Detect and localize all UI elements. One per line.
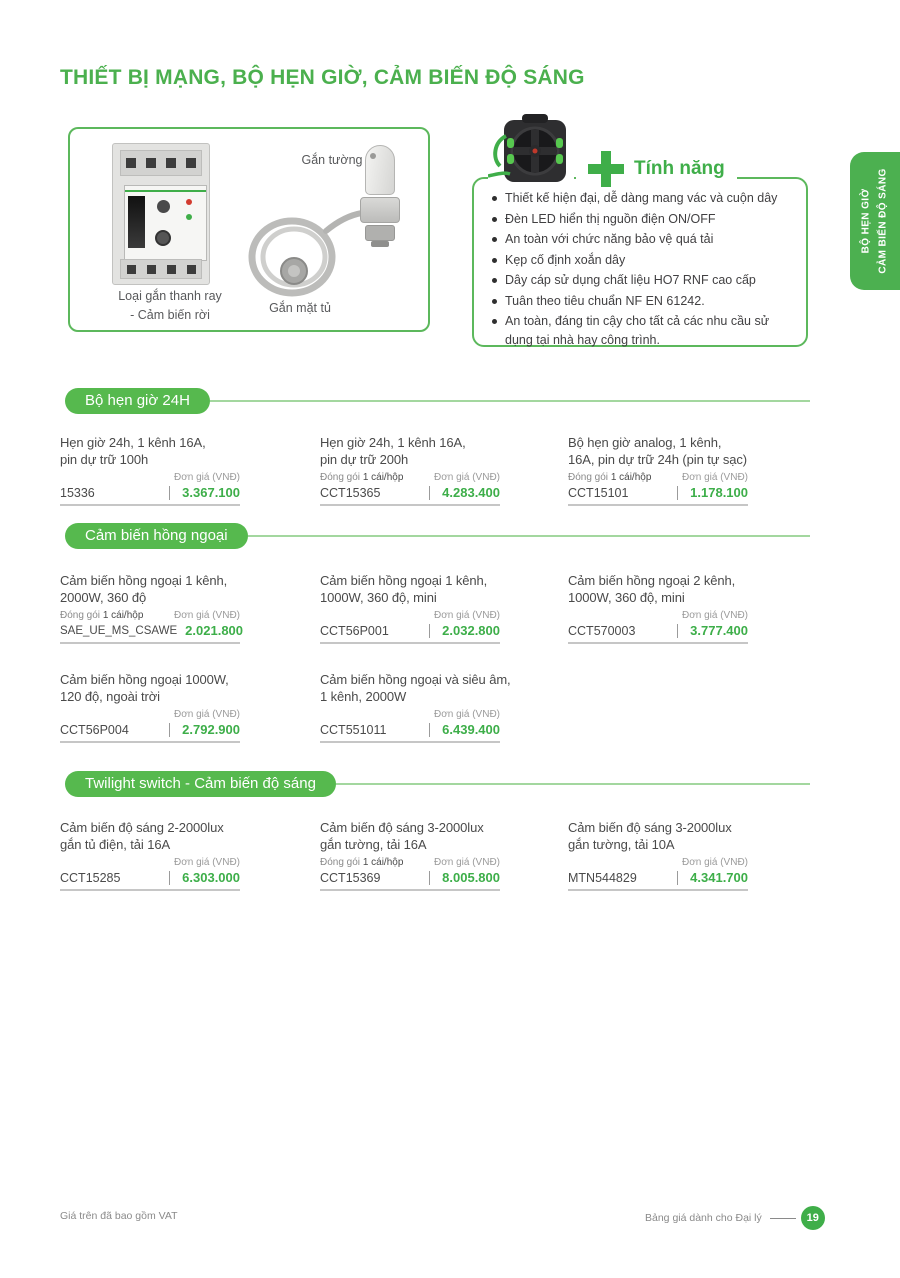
caption-wall-mount: Gắn tường xyxy=(301,153,363,167)
footer-dealer-note: Bảng giá dành cho Đại lý xyxy=(645,1212,762,1224)
product-cell: Hẹn giờ 24h, 1 kênh 16A, pin dự trữ 100h Đơn giá (VNĐ) 15336 3.367.100 xyxy=(60,435,240,506)
features-title: Tính năng xyxy=(634,158,725,179)
unit-price-label: Đơn giá (VNĐ) xyxy=(681,610,748,621)
product-code: CCT570003 xyxy=(568,623,636,638)
product-cell: Cảm biến độ sáng 3-2000lux gắn tường, tải 16A Đóng gói 1 cái/hộp Đơn giá (VNĐ) CCT15369 8.005.800 xyxy=(320,820,500,891)
device-dial xyxy=(155,230,171,246)
product-cell: Hẹn giờ 24h, 1 kênh 16A, pin dự trữ 200h Đóng gói 1 cái/hộp Đơn giá (VNĐ) CCT15365 4.283.400 xyxy=(320,435,500,506)
code-price-row xyxy=(60,870,240,891)
unit-price-label: Đơn giá (VNĐ) xyxy=(433,857,500,868)
code-price-row xyxy=(320,870,500,891)
features-header xyxy=(576,148,737,190)
packing-label: Đóng gói 1 cái/hộp xyxy=(320,472,404,483)
feature-item: An toàn với chức năng bảo vệ quá tải xyxy=(492,230,794,249)
unit-price-label: Đơn giá (VNĐ) xyxy=(681,472,748,483)
feature-item: Thiết kế hiện đại, dễ dàng mang vác và cuộn dây xyxy=(492,189,794,208)
side-tab-label: BỘ HẸN GIỜ CẢM BIẾN ĐỘ SÁNG xyxy=(860,168,888,274)
feature-item: Dây cáp sử dụng chất liệu HO7 RNF cao cấp xyxy=(492,271,794,290)
footer-dash-line xyxy=(770,1218,796,1219)
section-header-timer-24h xyxy=(65,388,810,414)
product-price: 4.283.400 xyxy=(442,485,500,500)
product-cell: Cảm biến hồng ngoại 2 kênh, 1000W, 360 độ, mini Đơn giá (VNĐ) CCT570003 3.777.400 xyxy=(568,573,748,644)
product-cell: Cảm biến hồng ngoại 1 kênh, 1000W, 360 độ, mini Đơn giá (VNĐ) CCT56P001 2.032.800 xyxy=(320,573,500,644)
section-pill: Cảm biến hồng ngoại xyxy=(65,523,248,549)
product-cell: Cảm biến hồng ngoại 1000W, 120 độ, ngoài trời Đơn giá (VNĐ) CCT56P004 2.792.900 xyxy=(60,672,240,743)
section-divider-line xyxy=(336,783,810,785)
product-code: CCT15365 xyxy=(320,485,381,500)
product-code: CCT15369 xyxy=(320,870,381,885)
product-price: 4.341.700 xyxy=(690,870,748,885)
product-code: CCT56P001 xyxy=(320,623,389,638)
product-price: 6.303.000 xyxy=(182,870,240,885)
product-cell: Cảm biến hồng ngoại 1 kênh, 2000W, 360 độ Đóng gói 1 cái/hộp Đơn giá (VNĐ) SAE_UE_MS_CSAWE 2.021.800 xyxy=(60,573,240,644)
side-tab-category xyxy=(850,152,900,290)
feature-item: Tuân theo tiêu chuẩn NF EN 61242. xyxy=(492,292,794,311)
section-header-motion-sensor xyxy=(65,523,810,549)
unit-price-label: Đơn giá (VNĐ) xyxy=(173,857,240,868)
device-front-panel xyxy=(124,185,207,261)
footer-right xyxy=(645,1206,825,1230)
din-rail-timer-image xyxy=(112,143,210,285)
product-cell: Cảm biến hồng ngoại và siêu âm, 1 kênh, 2000W Đơn giá (VNĐ) CCT551011 6.439.400 xyxy=(320,672,500,743)
section-pill: Bộ hẹn giờ 24H xyxy=(65,388,210,414)
product-code: MTN544829 xyxy=(568,870,637,885)
product-code: 15336 xyxy=(60,485,95,500)
plus-icon xyxy=(588,151,624,187)
packing-label: Đóng gói 1 cái/hộp xyxy=(320,857,404,868)
code-price-row xyxy=(568,623,748,644)
product-code: CCT15101 xyxy=(568,485,629,500)
device-display-window xyxy=(128,196,145,248)
section-divider-line xyxy=(248,535,810,537)
product-cell: Bộ hẹn giờ analog, 1 kênh, 16A, pin dự trữ 24h (pin tự sạc) Đóng gói 1 cái/hộp Đơn giá (VNĐ) CCT15101 1.178.100 xyxy=(568,435,748,506)
product-cell: Cảm biến độ sáng 3-2000lux gắn tường, tải 10A Đơn giá (VNĐ) MTN544829 4.341.700 xyxy=(568,820,748,891)
packing-label: Đóng gói 1 cái/hộp xyxy=(60,610,144,621)
section-pill: Twilight switch - Cảm biến độ sáng xyxy=(65,771,336,797)
feature-item: Đèn LED hiển thị nguồn điện ON/OFF xyxy=(492,210,794,229)
product-code: SAE_UE_MS_CSAWE xyxy=(60,624,178,637)
page-title: THIẾT BỊ MẠNG, BỘ HẸN GIỜ, CẢM BIẾN ĐỘ SÁNG xyxy=(60,66,585,89)
device-top-terminals xyxy=(120,150,202,176)
product-price: 2.021.800 xyxy=(185,623,244,638)
code-price-row xyxy=(320,485,500,506)
page-number-badge: 19 xyxy=(801,1206,825,1230)
red-led-icon xyxy=(186,199,192,205)
unit-price-label: Đơn giá (VNĐ) xyxy=(173,610,240,621)
unit-price-label: Đơn giá (VNĐ) xyxy=(681,857,748,868)
code-price-row xyxy=(60,623,244,644)
feature-item: Kẹp cố định xoắn dây xyxy=(492,251,794,270)
device-bottom-terminals xyxy=(120,259,202,279)
section-divider-line xyxy=(210,400,810,402)
caption-cabinet-mount: Gắn mặt tủ xyxy=(269,301,331,315)
unit-price-label: Đơn giá (VNĐ) xyxy=(433,610,500,621)
product-image-box xyxy=(68,127,430,332)
unit-price-label: Đơn giá (VNĐ) xyxy=(433,709,500,720)
code-price-row xyxy=(60,485,240,506)
product-code: CCT56P004 xyxy=(60,722,129,737)
unit-price-label: Đơn giá (VNĐ) xyxy=(433,472,500,483)
product-code: CCT15285 xyxy=(60,870,121,885)
cable-coil-sensor-image xyxy=(230,209,370,301)
green-led-icon xyxy=(186,214,192,220)
features-box xyxy=(472,177,808,347)
footer-vat-note: Giá trên đã bao gồm VAT xyxy=(60,1210,178,1222)
unit-price-label: Đơn giá (VNĐ) xyxy=(173,472,240,483)
code-price-row xyxy=(320,623,500,644)
product-price: 6.439.400 xyxy=(442,722,500,737)
product-price: 3.367.100 xyxy=(182,485,240,500)
feature-item: An toàn, đáng tin cậy cho tất cả các nhu cầu sử dụng tại nhà hay công trình. xyxy=(492,312,794,349)
cable-reel-image xyxy=(488,114,574,190)
code-price-row xyxy=(60,722,240,743)
product-code: CCT551011 xyxy=(320,722,387,737)
wall-sensor-image xyxy=(358,145,402,247)
device-knob xyxy=(157,200,170,213)
caption-din-rail: Loại gắn thanh ray - Cảm biến rời xyxy=(118,289,222,322)
product-price: 8.005.800 xyxy=(442,870,500,885)
product-price: 3.777.400 xyxy=(690,623,748,638)
code-price-row xyxy=(568,870,748,891)
packing-label: Đóng gói 1 cái/hộp xyxy=(568,472,652,483)
unit-price-label: Đơn giá (VNĐ) xyxy=(173,709,240,720)
product-price: 1.178.100 xyxy=(690,485,748,500)
product-cell: Cảm biến độ sáng 2-2000lux gắn tủ điện, tải 16A Đơn giá (VNĐ) CCT15285 6.303.000 xyxy=(60,820,240,891)
code-price-row xyxy=(568,485,748,506)
code-price-row xyxy=(320,722,500,743)
product-price: 2.032.800 xyxy=(442,623,500,638)
section-header-twilight-switch xyxy=(65,771,810,797)
product-price: 2.792.900 xyxy=(182,722,240,737)
features-list xyxy=(474,179,806,357)
